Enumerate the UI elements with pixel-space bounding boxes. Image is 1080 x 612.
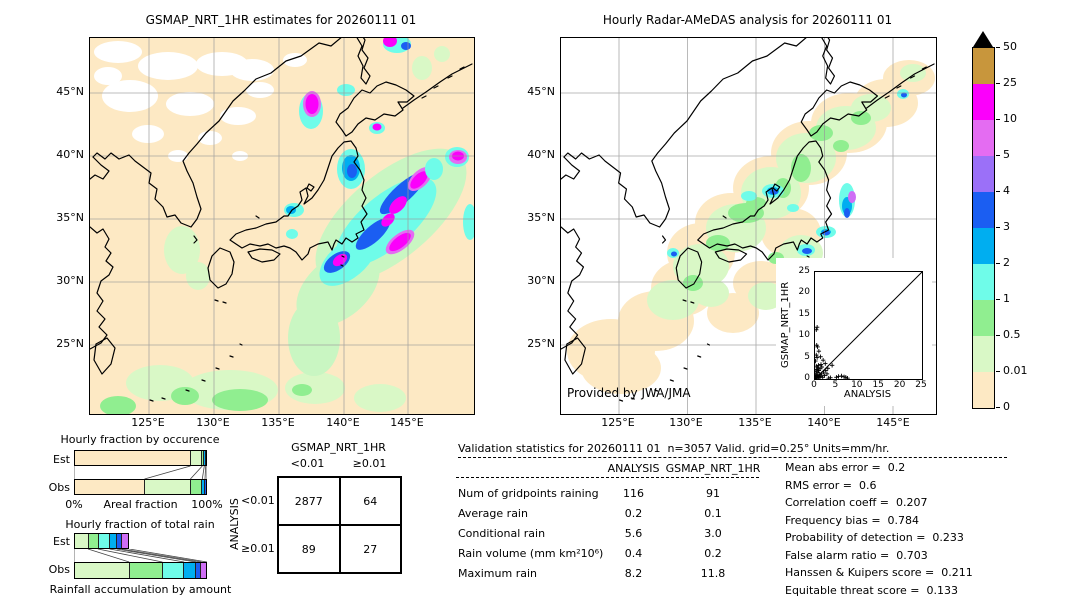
colorbar-tick-mark [996, 191, 1000, 192]
colorbar-segment [973, 120, 994, 156]
score-row: RMS error = 0.6 [785, 478, 877, 492]
colorbar-tick-mark [996, 155, 1000, 156]
colorbar-tick-label: 5 [1003, 148, 1010, 161]
inset-y-tick: 0 [804, 373, 810, 383]
bar-segment [205, 451, 206, 465]
stats-row-label: Rain volume (mm km²10⁶) [458, 547, 604, 560]
right-map-lon-tick: 130°E [669, 416, 703, 429]
colorbar-tick-mark [996, 299, 1000, 300]
stats-row-label: Average rain [458, 507, 528, 520]
total-rain-obs-bar [74, 562, 207, 579]
bar-segment [129, 563, 162, 578]
stats-row-analysis-value: 0.2 [624, 507, 643, 520]
colorbar-tick-mark [996, 335, 1000, 336]
colorbar-segment [973, 84, 994, 120]
contingency-cell-false-alarm: 64 [340, 477, 402, 525]
inset-x-tick: 0 [811, 380, 817, 390]
bar-segment [75, 563, 129, 578]
stats-row-gsmap-value: 0.2 [704, 547, 722, 560]
right-map-title: Hourly Radar-AMeDAS analysis for 20260111 01 [602, 13, 893, 27]
stats-col-gsmap: GSMAP_NRT_1HR [665, 462, 761, 475]
stats-row-label: Maximum rain [458, 567, 537, 580]
inset-y-tick: 15 [798, 308, 810, 319]
scatter-point [839, 374, 843, 378]
score-row: False alarm ratio = 0.703 [785, 548, 928, 562]
colorbar-tick-mark [996, 119, 1000, 120]
contingency-col-group: GSMAP_NRT_1HR [291, 441, 386, 454]
colorbar-segment [973, 336, 994, 372]
bar-segment [88, 534, 98, 548]
colorbar-tick-mark [996, 407, 1000, 408]
score-row: Equitable threat score = 0.133 [785, 583, 958, 597]
bar-segment [75, 534, 88, 548]
score-row: Frequency bias = 0.784 [785, 513, 920, 527]
total-rain-title: Hourly fraction of total rain [65, 518, 215, 531]
scatter-point [821, 358, 825, 362]
colorbar-tick-label: 4 [1003, 184, 1010, 197]
one-to-one-line [815, 272, 922, 379]
bar-segment [75, 451, 190, 465]
scatter-point [817, 349, 821, 353]
left-map-lon-tick: 140°E [326, 416, 360, 429]
inset-plot-area [814, 271, 923, 380]
stats-divider-top [458, 457, 1007, 458]
stats-divider-cols [456, 477, 759, 478]
colorbar-tick-label: 10 [1003, 112, 1017, 125]
contingency-row-label-1: <0.01 [241, 494, 275, 507]
colorbar-tick-label: 0.01 [1003, 364, 1028, 377]
occurrence-obs-label: Obs [48, 481, 70, 494]
left-map-lat-tick: 40°N [56, 148, 84, 161]
colorbar-tick-mark [996, 47, 1000, 48]
occurrence-obs-bar [74, 479, 207, 495]
inset-x-tick: 15 [872, 380, 884, 390]
colorbar-scale [972, 47, 995, 409]
right-map-lon-tick: 135°E [738, 416, 772, 429]
colorbar-tick-label: 25 [1003, 76, 1017, 89]
colorbar-tick-label: 2 [1003, 256, 1010, 269]
left-map-lon-tick: 125°E [131, 416, 165, 429]
stats-row-analysis-value: 5.6 [624, 527, 643, 540]
right-map-lat-tick: 45°N [527, 85, 555, 98]
contingency-row-label-2: ≥0.01 [241, 542, 275, 555]
inset-y-tick: 25 [798, 266, 810, 276]
colorbar-overflow-triangle [973, 31, 993, 47]
left-map [89, 37, 475, 415]
inset-y-tick: 20 [798, 287, 810, 298]
bar-segment [190, 451, 202, 465]
contingency-cell-miss: 89 [278, 525, 340, 573]
right-map-lat-tick: 30°N [527, 274, 555, 287]
colorbar-segment [973, 300, 994, 336]
bar-segment [109, 534, 116, 548]
left-map-lat-tick: 30°N [56, 274, 84, 287]
right-map-lat-tick: 25°N [527, 337, 555, 350]
bar-segment [190, 480, 202, 494]
right-map [560, 37, 937, 415]
bar-segment [121, 534, 128, 548]
inset-y-tick: 10 [798, 330, 810, 341]
inset-x-tick: 25 [915, 380, 927, 390]
colorbar-tick-mark [996, 263, 1000, 264]
bar-segment [183, 563, 194, 578]
score-row: Mean abs error = 0.2 [785, 461, 906, 474]
inset-scatter [776, 258, 932, 406]
right-map-lon-tick: 145°E [876, 416, 910, 429]
stats-row-label: Num of gridpoints raining [458, 487, 599, 500]
inset-scatter-canvas [815, 272, 922, 379]
scatter-point [826, 366, 830, 370]
contingency-col-label-2: ≥0.01 [352, 457, 387, 470]
colorbar-tick-mark [996, 83, 1000, 84]
colorbar-tick-label: 1 [1003, 292, 1010, 305]
colorbar-tick-label: 50 [1003, 40, 1017, 53]
colorbar-segment [973, 372, 994, 408]
occurrence-title: Hourly fraction by occurence [60, 433, 220, 446]
contingency-table [277, 476, 402, 574]
contingency-cell-hit-none: 2877 [278, 477, 340, 525]
contingency-col-label-1: <0.01 [290, 457, 325, 470]
occurrence-connectors [74, 466, 207, 479]
inset-y-axis-label: GSMAP_NRT_1HR [780, 281, 791, 368]
occurrence-est-bar [74, 450, 207, 466]
left-map-raster [90, 38, 474, 414]
total-rain-connectors [74, 549, 207, 562]
left-map-lon-tick: 130°E [196, 416, 230, 429]
colorbar-tick-label: 0.5 [1003, 328, 1021, 341]
stats-row-gsmap-value: 3.0 [704, 527, 722, 540]
stats-row-analysis-value: 8.2 [624, 567, 643, 580]
left-map-lon-tick: 135°E [261, 416, 295, 429]
stats-col-analysis: ANALYSIS [607, 462, 660, 475]
inset-y-tick: 5 [804, 351, 810, 362]
colorbar-segment [973, 48, 994, 84]
total-rain-est-bar [74, 533, 129, 549]
stats-header: Validation statistics for 20260111 01 n=3057 Valid. grid=0.25° Units=mm/hr. [458, 442, 890, 455]
total-rain-x-label: Rainfall accumulation by amount [49, 583, 232, 596]
colorbar-tick-mark [996, 227, 1000, 228]
occurrence-x-label: Areal fraction [103, 498, 178, 511]
stats-row-analysis-value: 116 [623, 487, 644, 500]
bar-segment [204, 480, 206, 494]
score-row: Probability of detection = 0.233 [785, 531, 964, 544]
inset-x-tick: 10 [851, 380, 863, 390]
occurrence-est-label: Est [53, 453, 70, 466]
colorbar-segment [973, 156, 994, 192]
left-map-lat-tick: 35°N [56, 211, 84, 224]
inset-x-tick: 5 [832, 380, 839, 390]
total-rain-obs-label: Obs [48, 563, 70, 576]
scatter-point [834, 375, 838, 379]
stats-row-gsmap-value: 91 [706, 487, 720, 500]
stats-row-gsmap-value: 11.8 [700, 567, 726, 580]
left-map-title: GSMAP_NRT_1HR estimates for 20260111 01 [145, 13, 417, 27]
stats-row-label: Conditional rain [458, 527, 546, 540]
colorbar [972, 31, 1042, 413]
left-map-lat-tick: 25°N [56, 337, 84, 350]
bar-segment [144, 480, 189, 494]
bar-segment [75, 480, 144, 494]
map-credit: Provided by JWA/JMA [567, 386, 691, 400]
left-map-lon-tick: 145°E [390, 416, 424, 429]
bar-segment [162, 563, 183, 578]
contingency-cell-hit: 27 [340, 525, 402, 573]
right-map-lon-tick: 140°E [807, 416, 841, 429]
inset-x-tick: 20 [893, 380, 906, 390]
scatter-point [823, 361, 827, 365]
colorbar-segment [973, 228, 994, 264]
occurrence-x-min: 0% [65, 498, 83, 511]
contingency-row-group: ANALYSIS [228, 498, 241, 550]
colorbar-tick-label: 0 [1003, 400, 1010, 413]
right-map-lat-tick: 35°N [527, 211, 555, 224]
colorbar-tick-mark [996, 371, 1000, 372]
total-rain-est-track [74, 533, 207, 549]
left-map-lat-tick: 45°N [56, 85, 84, 98]
stats-row-gsmap-value: 0.1 [704, 507, 722, 520]
colorbar-segment [973, 264, 994, 300]
right-map-lon-tick: 125°E [601, 416, 635, 429]
score-row: Correlation coeff = 0.207 [785, 496, 928, 509]
bar-segment [98, 534, 109, 548]
right-map-lat-tick: 40°N [527, 148, 555, 161]
score-row: Hanssen & Kuipers score = 0.211 [785, 566, 973, 579]
colorbar-segment [973, 192, 994, 228]
occurrence-x-max: 100% [191, 498, 223, 511]
total-rain-est-label: Est [53, 535, 70, 548]
inset-x-axis-label: ANALYSIS [843, 389, 892, 400]
bar-segment [200, 563, 206, 578]
scatter-point [819, 362, 823, 366]
stats-row-analysis-value: 0.4 [624, 547, 643, 560]
colorbar-tick-label: 3 [1003, 220, 1010, 233]
scatter-point [815, 325, 819, 329]
scatter-point [818, 355, 822, 359]
